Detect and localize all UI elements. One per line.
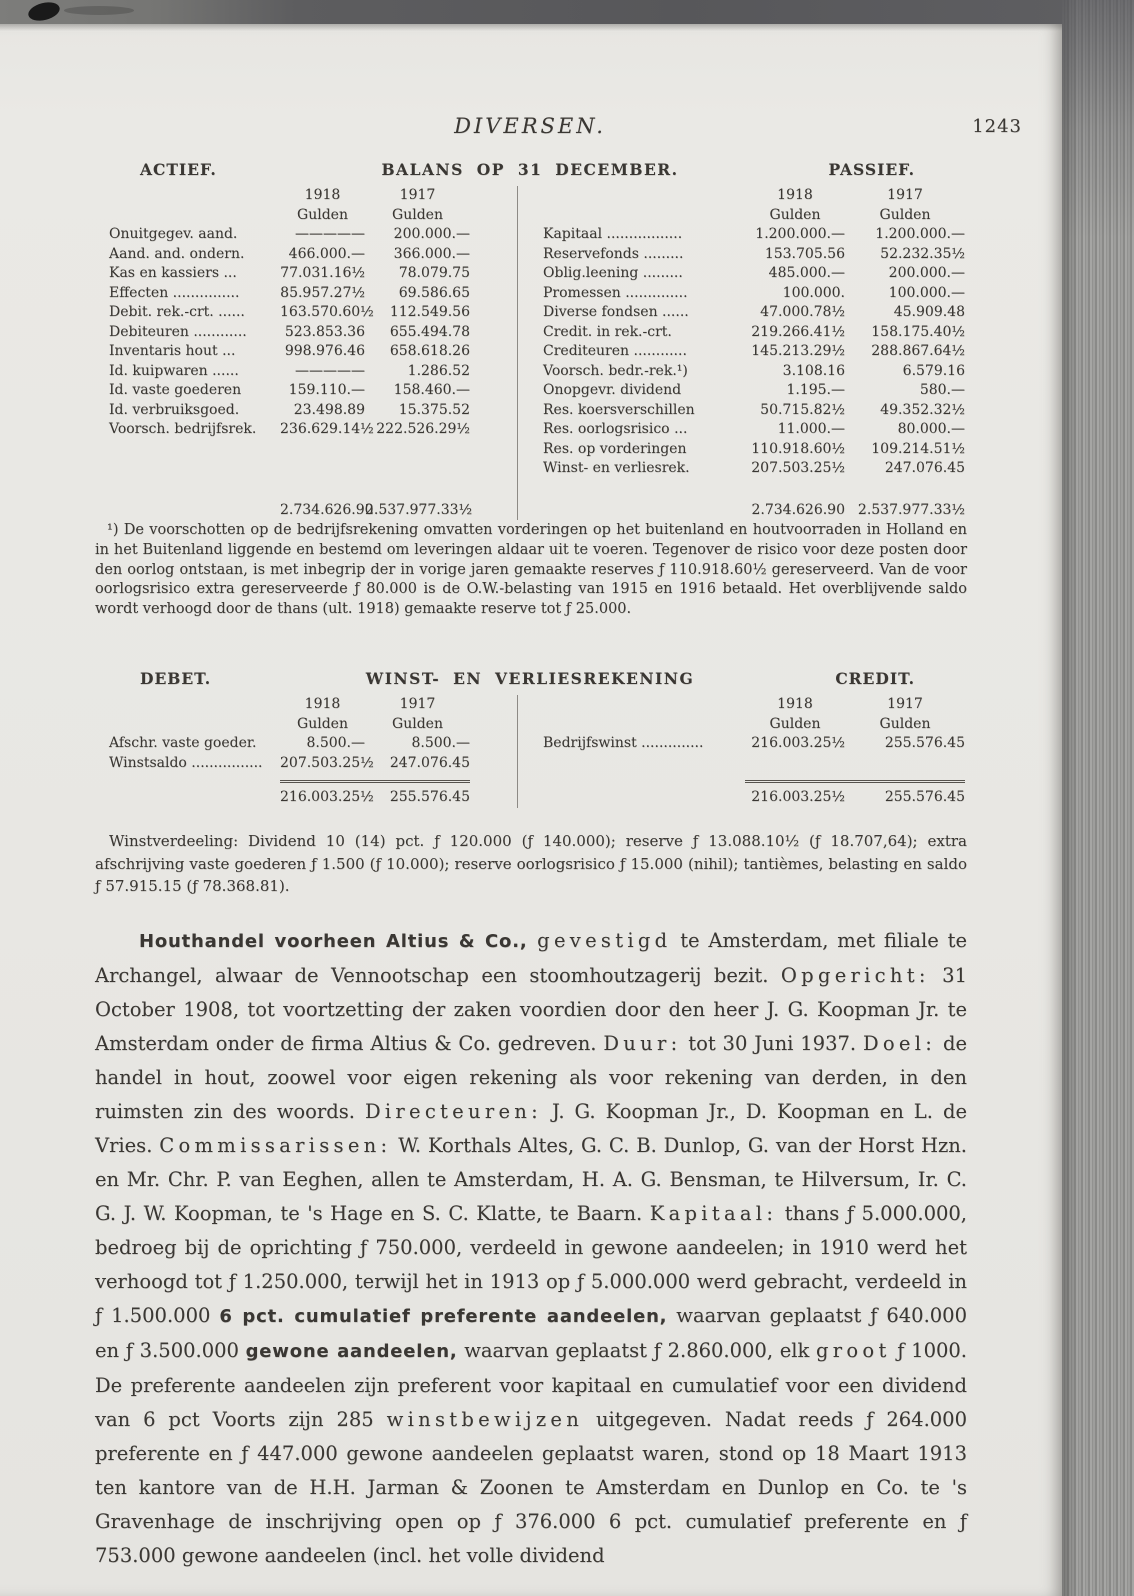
amount-1917: 1.200.000.— (875, 226, 965, 242)
balance-row (529, 401, 965, 421)
year-1918: 1918 (777, 696, 813, 712)
account-label: Afschr. vaste goeder. (109, 735, 257, 751)
balance-row (95, 381, 469, 401)
year-header-row (529, 695, 965, 715)
debet-heading: DEBET. (140, 669, 212, 688)
balance-row (95, 303, 469, 323)
amount-1918: 3.108.16 (782, 362, 845, 379)
year-1918: 1918 (304, 187, 341, 203)
actief-heading: ACTIEF. (140, 160, 217, 179)
article-run: Doel: (862, 1032, 937, 1055)
balance-sheet-header (95, 160, 965, 182)
spacer-row (529, 754, 965, 774)
article-run: Commissarissen: (159, 1134, 392, 1157)
amount-1918: 47.000.78½ (760, 304, 845, 320)
spacer (95, 206, 280, 226)
section-title: DIVERSEN. (454, 114, 606, 138)
spacer (529, 788, 745, 808)
pnl-header (95, 669, 965, 691)
credit-total-row (529, 783, 965, 808)
passief-total-1918: 2.734.626.90 (751, 501, 845, 518)
actief-total-row (95, 479, 473, 521)
account-label: Reservefonds ......... (543, 245, 684, 262)
balance-row (529, 284, 965, 304)
article-run: uitgegeven. Nadat reeds ƒ 264.000 preferente en ƒ 447.000 gewone aandeelen geplaatst waren, stond op 18 Maart 1913 ten kantore van de H.H. Jarman & Zoonen te Amsterdam en Dunlop en Co. te 's Gravenhage de inschrijving open op ƒ 376.000 6 pct. cumulatief preferente en ƒ 753.000 gewone aandeelen (incl. het volle dividend (95, 1408, 967, 1567)
book-page-stack-edge (1062, 0, 1134, 1596)
balance-row (95, 284, 469, 304)
balance-title: BALANS OP 31 DECEMBER. (381, 160, 679, 179)
account-label: Inventaris hout ... (109, 343, 236, 359)
balance-row (529, 245, 965, 265)
amount-1917: 109.214.51½ (871, 440, 965, 457)
amount-1918: 523.853.36 (284, 323, 365, 340)
year-1918: 1918 (777, 187, 813, 203)
year-1918: 1918 (304, 696, 341, 712)
currency-label: Gulden (297, 206, 348, 223)
article-run: groot (816, 1339, 891, 1362)
spacer (529, 501, 745, 521)
amount-1917: 158.175.40½ (871, 323, 965, 340)
currency-label: Gulden (297, 715, 348, 732)
article-run: 31 October 1908, tot voortzetting der zaken voordien door den heer J. G. Koopman Jr. te Amsterdam onder de firma Altius & Co. gedreven. (95, 964, 967, 1055)
amount-1917: 15.375.52 (398, 401, 470, 418)
article-run: winstbewijzen (386, 1408, 584, 1431)
account-label: Id. kuipwaren ...... (109, 362, 239, 379)
pnl-title: WINST- EN VERLIESREKENING (365, 669, 695, 688)
currency-header-row (95, 715, 469, 735)
article-run: gewone aandeelen, (245, 1341, 458, 1362)
balance-footnote: ¹) De voorschotten op de bedrijfsrekening omvatten vorderingen op het buitenland en houtvoorraden in Holland en in het Buitenland liggende en bestemd om leveringen aldaar uit te voeren. Tegenover de risico voor deze posten door den oorlog ontstaan, is met inbegrip der in vorige jaren gemaakte reserves ƒ 110.918.60½ gereserveerd. Van de voor oorlogsrisico extra gereserveerde ƒ 80.000 is de O.W.-belasting van 1915 en 1916 betaald. Het overblijvende saldo wordt verhoogd door de thans (ult. 1918) gemaakte reserve tot ƒ 25.000. (95, 522, 967, 618)
amount-1918: 110.918.60½ (751, 440, 845, 457)
balance-row (95, 323, 469, 343)
amount-1918: 50.715.82½ (760, 401, 845, 418)
scan-artifact-smudge (64, 6, 134, 15)
currency-label: Gulden (879, 715, 931, 732)
amount-1917: 78.079.75 (398, 265, 470, 281)
amount-1917: 45.909.48 (893, 304, 965, 320)
article-run: Directeuren: (364, 1100, 542, 1123)
year-header-row (529, 186, 965, 206)
amount-1917: 49.352.32½ (880, 401, 965, 418)
balance-row (529, 459, 965, 479)
passief-total-1917: 2.537.977.33½ (857, 501, 965, 518)
balance-row (95, 225, 469, 245)
amount-1918: 485.000.— (768, 265, 845, 281)
debet-total-row (95, 783, 469, 808)
currency-label: Gulden (879, 206, 931, 223)
balance-row (95, 401, 469, 421)
debet-total-1918: 216.003.25½ (280, 789, 374, 805)
amount-1917: 6.579.16 (902, 362, 965, 379)
balance-row (95, 245, 469, 265)
actief-total-1918: 2.734.626.90 (280, 501, 374, 518)
year-1917: 1917 (399, 187, 436, 203)
currency-header-row (529, 715, 965, 735)
article-run: 6 pct. cumulatief preferente aandeelen, (219, 1306, 668, 1327)
year-1917: 1917 (887, 696, 923, 712)
pnl-row (95, 734, 469, 754)
amount-1918: 1.195.— (786, 382, 845, 398)
actief-total-1917: 2.537.977.33½ (365, 501, 473, 518)
account-label: Promessen .............. (543, 284, 688, 301)
article-run: waarvan geplaatst ƒ 640.000 en ƒ 3.500.000 (95, 1304, 967, 1362)
currency-label: Gulden (392, 206, 443, 223)
article-run: Kapitaal: (649, 1202, 778, 1225)
amount-1918: 85.957.27½ (280, 284, 365, 301)
year-1917: 1917 (887, 187, 923, 203)
spacer (95, 695, 280, 715)
account-label: Credit. in rek.-crt. (543, 323, 672, 340)
amount-1917: 112.549.56 (389, 304, 470, 320)
amount-1917: 80.000.— (897, 421, 965, 437)
account-label: Id. vaste goederen (109, 382, 242, 398)
article-run: Houthandel voorheen Altius & Co., (139, 931, 538, 952)
article-run: tot 30 Juni 1937. (681, 1032, 863, 1055)
passief-rows (529, 225, 965, 479)
amount-1918: 153.705.56 (764, 245, 845, 262)
currency-header-row (529, 206, 965, 226)
account-label: Res. koersverschillen (543, 401, 695, 418)
winstverdeeling-paragraph: Winstverdeeling: Dividend 10 (14) pct. ƒ 120.000 (ƒ 140.000); reserve ƒ 13.088.10½ (ƒ 18.707,64); extra afschrijving vaste goederen ƒ 1.500 (ƒ 10.000); reserve oorlogsrisico ƒ 15.000 (nihil); tantièmes, belasting en saldo ƒ 57.915.15 (ƒ 78.368.81). (95, 832, 967, 895)
balance-row (529, 440, 965, 460)
account-label: Crediteuren ............ (543, 343, 687, 359)
balance-row (95, 342, 469, 362)
pnl-row (529, 734, 965, 754)
spacer (95, 715, 280, 735)
article-run: J. G. Koopman Jr., D. Koopman en L. de Vries. (95, 1100, 967, 1157)
article-run: Duur: (603, 1032, 682, 1055)
balance-row (95, 362, 469, 382)
amount-1917: 580.— (919, 382, 965, 398)
article-run: thans ƒ 5.000.000, bedroeg bij de oprichting ƒ 750.000, verdeeld in gewone aandeelen; in 1910 werd het verhoogd tot ƒ 1.250.000, terwijl het in 1913 op ƒ 5.000.000 werd gebracht, verdeeld in ƒ 1.500.000 (95, 1202, 968, 1327)
article-run: W. Korthals Altes, G. C. B. Dunlop, G. van der Horst Hzn. en Mr. Chr. P. van Eeghen, allen te Amsterdam, H. A. G. Bensman, te Hilversum, Ir. C. G. J. W. Koopman, te 's Hage en S. C. Klatte, te Baarn. (95, 1134, 967, 1225)
account-label: Oblig.leening ......... (543, 265, 683, 281)
balance-row (529, 381, 965, 401)
account-label: Onopgevr. dividend (543, 382, 682, 398)
account-label: Kapitaal ................. (543, 226, 683, 242)
credit-heading: CREDIT. (835, 669, 915, 688)
balance-sheet (95, 160, 965, 520)
amount-1917: 1.286.52 (407, 362, 470, 379)
account-label: Voorsch. bedr.-rek.¹) (543, 362, 688, 379)
page (0, 24, 1062, 1596)
amount-1918: ————— (295, 362, 365, 379)
balance-row (529, 303, 965, 323)
running-head (95, 114, 1022, 140)
amount-1917: 69.586.65 (398, 284, 470, 301)
amount-1917: 288.867.64½ (871, 343, 965, 359)
debet-rows (95, 734, 469, 773)
amount-1918: 23.498.89 (293, 401, 365, 418)
amount-1917: 255.576.45 (884, 735, 965, 751)
account-label: Debiteuren ............ (109, 323, 247, 340)
article-run: waarvan geplaatst ƒ 2.860.000, elk (457, 1339, 816, 1362)
amount-1918: 145.213.29½ (751, 343, 845, 359)
year-1917: 1917 (399, 696, 436, 712)
balance-row (529, 362, 965, 382)
currency-label: Gulden (769, 206, 821, 223)
amount-1918: 1.200.000.— (755, 226, 845, 242)
account-label: Voorsch. bedrijfsrek. (109, 421, 257, 437)
account-label: Effecten ............... (109, 284, 240, 301)
amount-1917: 247.076.45 (884, 460, 965, 476)
balance-body (95, 186, 965, 520)
amount-1918: 219.266.41½ (751, 323, 845, 340)
amount-1917: 200.000.— (888, 265, 965, 281)
account-label: Kas en kassiers ... (109, 265, 237, 281)
amount-1917: 247.076.45 (389, 754, 470, 771)
amount-1918: 100.000. (782, 284, 845, 301)
scan-top-edge (0, 0, 1134, 24)
amount-1918: 11.000.— (777, 421, 845, 437)
company-article (95, 924, 967, 1573)
article-run: gevestigd (537, 929, 672, 952)
account-label: Debit. rek.-crt. ...... (109, 304, 245, 320)
balance-row (95, 264, 469, 284)
account-label: Aand. and. ondern. (109, 245, 245, 262)
account-label: Id. verbruiksgoed. (109, 401, 240, 418)
amount-1917: 366.000.— (393, 245, 470, 262)
passief-column (518, 186, 965, 520)
spacer (529, 695, 745, 715)
year-header-row (95, 186, 469, 206)
spacer (529, 186, 745, 206)
amount-1918: 236.629.14½ (280, 421, 374, 437)
spacer (95, 788, 280, 808)
account-label: Bedrijfswinst .............. (543, 735, 704, 751)
total-rule-row (95, 773, 469, 783)
balance-row (529, 225, 965, 245)
credit-total-1918: 216.003.25½ (751, 789, 845, 805)
actief-column (95, 186, 518, 520)
spacer (95, 773, 280, 783)
amount-1917: 158.460.— (393, 382, 470, 398)
amount-1918: ————— (295, 226, 365, 242)
amount-1917: 52.232.35½ (880, 245, 965, 262)
balance-row (529, 420, 965, 440)
scan-artifact-blob (26, 0, 61, 24)
balance-row (95, 420, 469, 440)
account-label: Winstsaldo ................ (109, 754, 263, 771)
currency-label: Gulden (769, 715, 821, 732)
spacer (95, 186, 280, 206)
amount-1918: 998.976.46 (284, 343, 365, 359)
account-label: Onuitgegev. aand. (109, 226, 238, 242)
spacer (95, 501, 280, 521)
amount-1918: 163.570.60½ (280, 304, 374, 320)
pnl-body (95, 695, 965, 808)
article-run: te Amsterdam, met filiale te Archangel, alwaar de Vennootschap een stoomhoutzagerij bezit. (95, 929, 967, 987)
profit-loss-statement (95, 669, 965, 808)
article-run: ƒ 1000. De preferente aandeelen zijn preferent voor kapitaal en cumulatief voor een dividend van 6 pct Voorts zijn 285 (95, 1339, 967, 1431)
amount-1918: 77.031.16½ (280, 265, 365, 281)
amount-1917: 655.494.78 (389, 323, 470, 340)
article-run: de handel in hout, zoowel voor eigen rekening als voor rekening van derden, in den ruimsten zin des woords. (95, 1032, 967, 1123)
balance-row (529, 323, 965, 343)
debet-column (95, 695, 518, 808)
amount-1918: 207.503.25½ (280, 754, 374, 771)
amount-1917: 658.618.26 (389, 343, 470, 359)
spacer (529, 715, 745, 735)
amount-1917: 222.526.29½ (376, 421, 470, 437)
amount-1917: 8.500.— (411, 735, 470, 751)
amount-1917: 200.000.— (393, 226, 470, 242)
account-label: Res. op vorderingen (543, 440, 687, 457)
amount-1918: 216.003.25½ (751, 735, 845, 751)
article-run: Opgericht: (780, 964, 930, 987)
account-label: Diverse fondsen ...... (543, 304, 689, 320)
pnl-row (95, 754, 469, 774)
total-rule-row (529, 773, 965, 783)
actief-rows (95, 225, 469, 440)
passief-heading: PASSIEF. (828, 160, 915, 179)
credit-total-1917: 255.576.45 (884, 789, 965, 805)
amount-1918: 466.000.— (288, 245, 365, 262)
account-label: Winst- en verliesrek. (543, 460, 690, 476)
amount-1917: 100.000.— (888, 284, 965, 301)
year-header-row (95, 695, 469, 715)
credit-rows (529, 734, 965, 754)
spacer (529, 773, 745, 783)
passief-total-row (529, 479, 965, 521)
spacer (529, 206, 745, 226)
amount-1918: 207.503.25½ (751, 460, 845, 476)
amount-1918: 8.500.— (306, 735, 365, 751)
credit-column (518, 695, 965, 808)
currency-label: Gulden (392, 715, 443, 732)
currency-header-row (95, 206, 469, 226)
amount-1918: 159.110.— (288, 382, 365, 398)
balance-row (529, 342, 965, 362)
debet-total-1917: 255.576.45 (389, 789, 470, 805)
account-label: Res. oorlogsrisico ... (543, 421, 688, 437)
page-number: 1243 (972, 116, 1022, 137)
balance-row (529, 264, 965, 284)
